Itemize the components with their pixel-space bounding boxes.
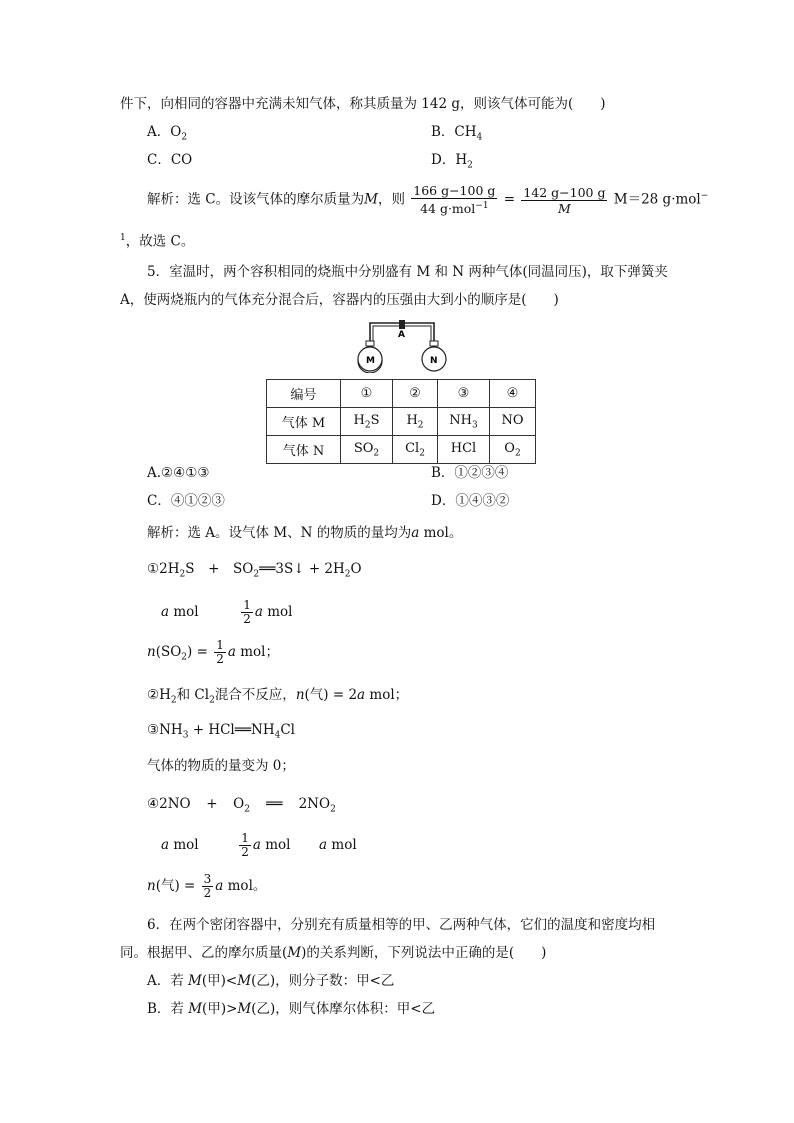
q5-stem-line1: 5．室温时，两个容积相同的烧瓶中分别盛有 M 和 N 两种气体(同温同压)，取下弹簧夹 (147, 264, 668, 280)
q5-analysis: 解析：选 A。设气体 M、N 的物质的量均为a mol。 (147, 525, 463, 541)
table-cell: $O_2$ (490, 436, 536, 464)
q5-option-c: C．④①②③ (147, 493, 225, 509)
table-cell: NO (490, 408, 536, 436)
flask-m-label: M (366, 356, 375, 366)
table-row-gas-m (267, 408, 536, 436)
n-gas: n(气) = $\frac{3}{2}$ a mol。 (147, 872, 267, 900)
q4-option-b: B．$CH_4$ (431, 124, 483, 143)
table-header-cell: ④ (490, 380, 536, 408)
q4-analysis: 解析：选 C。设该气体的摩尔质量为M，则 $\frac{166 g-100 g}{44 g\cdot mol^{-1}}$ = $\frac{142 g-100 g}{M}$ M＝28 g·mol− (147, 183, 709, 217)
table-cell: $NH_3$ (438, 408, 490, 436)
q5-stem-line2: A，使两烧瓶内的气体充分混合后，容器内的压强由大到小的顺序是( ) (120, 292, 559, 308)
reaction-1: $①2H_2S$ + $SO_2══3S↓ + 2H_2O$ (147, 561, 362, 580)
table-header-row (267, 380, 536, 408)
table-cell: $H_2S$ (341, 408, 393, 436)
table-cell: $SO_2$ (341, 436, 393, 464)
gas-table (266, 379, 536, 464)
clip-label: A (398, 330, 405, 340)
q5-option-a: A.②④①③ (147, 465, 210, 481)
table-header-cell: ② (393, 380, 438, 408)
table-row-label: 气体 M (267, 408, 341, 436)
q6-option-b: B．若 M(甲)>M(乙)，则气体摩尔体积：甲<乙 (147, 1001, 436, 1017)
table-header-cell: ③ (438, 380, 490, 408)
q4-stem: 件下，向相同的容器中充满未知气体，称其质量为 142 g，则该气体可能为( ) (120, 96, 606, 112)
q6-stem-line1: 6．在两个密闭容器中，分别充有质量相等的甲、乙两种气体，它们的温度和密度均相 (147, 917, 656, 933)
q5-option-b: B．①②③④ (431, 465, 509, 481)
reaction-3-note: 气体的物质的量变为 0； (147, 758, 295, 774)
q4-fraction-1: $\frac{166 g-100 g}{44 g\cdot mol^{-1}}$ (413, 183, 496, 217)
reaction-2: $②H_2$和 $Cl_2$混合不反应，n(气) = 2a mol； (147, 687, 409, 706)
q4-option-c: C．CO (147, 152, 193, 168)
q6-stem-line2: 同。根据甲、乙的摩尔质量(M)的关系判断，下列说法中正确的是( ) (120, 945, 547, 961)
reaction-3: $③NH_3$ + $HCl══NH_4Cl$ (147, 722, 295, 741)
flask-apparatus-diagram (352, 315, 452, 373)
n-so2: $n(SO_2)$ = $\frac{1}{2}$ a mol； (147, 638, 279, 666)
q4-analysis-tail: $^1$，故选 C。 (120, 233, 195, 250)
spring-clip (399, 320, 405, 329)
table-cell: $Cl_2$ (393, 436, 438, 464)
table-cell: HCl (438, 436, 490, 464)
q5-option-d: D．①④③② (431, 493, 510, 509)
reaction-1-amounts: a mol $\frac{1}{2}$ a mol (161, 598, 293, 626)
table-row-label: 气体 N (267, 436, 341, 464)
flask-n-label: N (430, 356, 438, 366)
table-header-cell: ① (341, 380, 393, 408)
q6-option-a: A．若 M(甲)<M(乙)，则分子数：甲<乙 (147, 973, 395, 989)
reaction-4-amounts: a mol $\frac{1}{2}$ a mol a mol (161, 831, 357, 859)
reaction-4: ④2NO + $O_2$ ══ $2NO_2$ (147, 796, 336, 815)
q4-option-d: D．$H_2$ (431, 152, 473, 171)
table-cell: $H_2$ (393, 408, 438, 436)
q4-fraction-2: $\frac{142 g-100 g}{M}$ (523, 184, 606, 216)
table-header-cell: 编号 (267, 380, 341, 408)
table-row-gas-n (267, 436, 536, 464)
q4-option-a: A．$O_2$ (147, 124, 188, 143)
